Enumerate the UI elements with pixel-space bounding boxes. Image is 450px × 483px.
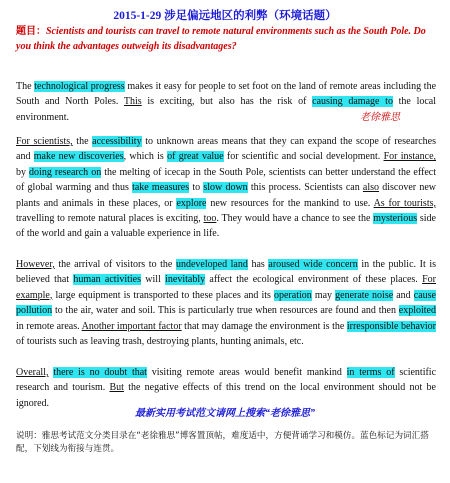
text: new resources for the mankind to use. — [206, 197, 374, 209]
promo-line: 最新实用考试范文请网上搜索“老徐雅思” — [135, 408, 315, 419]
question-prompt — [16, 24, 441, 54]
text: by — [16, 166, 30, 178]
text: , which is — [123, 151, 168, 163]
question-text: Scientists and tourists can travel to remote natural environments such as the South Pole. Do you think the advantages outweigh its disadvantages? — [16, 26, 426, 52]
text: makes it easy for people to set foot on the land of remote areas including the South and North Poles. — [16, 81, 437, 108]
collocation-highlight: undeveloped land — [175, 259, 248, 270]
text: the — [72, 136, 93, 147]
linking-word: However, — [16, 259, 55, 270]
collocation-highlight: mysterious — [373, 213, 418, 225]
collocation-highlight: doing research on — [29, 166, 102, 178]
text: The — [16, 81, 35, 92]
text: this process. Scientists can — [247, 182, 363, 194]
text: scientific research and tourism. — [16, 367, 437, 394]
text: has — [247, 259, 269, 270]
linking-word: But — [109, 382, 124, 394]
linking-word: For instance, — [383, 151, 437, 163]
paragraph-advantages — [16, 134, 436, 242]
text: in remote areas. — [16, 320, 82, 332]
collocation-highlight: exploited — [398, 305, 436, 317]
text: that may damage the environment is the — [181, 320, 347, 332]
text: and — [393, 289, 414, 301]
text: to the air, water and soil. This is particularly true when resources are found and then — [52, 305, 399, 317]
text: for scientific and social development. — [223, 151, 384, 163]
essay-title: 2015-1-29 涉足偏远地区的利弊（环境话题） — [113, 10, 337, 22]
text: affect the ecological environment of these places. — [205, 274, 423, 286]
text: the arrival of visitors to the — [54, 259, 176, 270]
text: visiting remote areas would benefit mankind — [146, 367, 347, 378]
collocation-highlight: in terms of — [346, 367, 395, 378]
linking-word: Overall, — [16, 367, 49, 378]
text: is exciting, but also has the risk of — [141, 96, 313, 108]
text: in the public. It is believed that — [16, 259, 436, 286]
collocation-highlight: make new discoveries — [33, 151, 124, 163]
text: to — [189, 182, 204, 194]
collocation-highlight: take measures — [132, 182, 190, 194]
linking-word: As for tourists, — [373, 197, 436, 209]
footer-note: 说明：雅思考试范文分类目录在“老徐雅思”博客置顶帖，难度适中，方便背诵学习和模仿。蓝色标记为词汇搭配，下划线为衔接与连贯。 — [16, 431, 429, 454]
collocation-highlight: of great value — [167, 151, 224, 163]
collocation-highlight: operation — [273, 289, 312, 301]
text: . They would have a chance to see the — [216, 213, 374, 225]
collocation-highlight: technological progress — [34, 81, 125, 92]
text: discover new plants and animals in these places, or — [16, 182, 436, 209]
collocation-highlight: generate noise — [335, 289, 394, 301]
text: travelling to remote natural places is exciting, — [16, 213, 204, 225]
text: the negative effects of this trend on the local environment should not be ignored. — [16, 382, 436, 409]
text: side of the world and gain a valuable experience in life. — [16, 213, 436, 240]
text: may — [311, 289, 336, 301]
linking-word: Another important factor — [81, 320, 182, 332]
collocation-highlight: cause pollution — [16, 289, 436, 317]
text: to unknown areas means that they can expand the scope of researches and — [16, 136, 436, 163]
linking-word: For scientists, — [16, 136, 73, 147]
paragraph-disadvantages — [16, 257, 436, 349]
question-label: 题目： — [16, 26, 46, 37]
linking-word: also — [362, 182, 380, 194]
text: of tourists such as leaving trash, destroying plants, hunting animals, etc. — [16, 336, 304, 348]
text: large equipment is transported to these places and its — [52, 289, 274, 301]
collocation-highlight: there is no doubt that — [53, 367, 147, 378]
text: will — [141, 274, 166, 286]
signature-watermark: 老徐雅思 — [360, 112, 400, 123]
collocation-highlight: accessibility — [92, 136, 142, 147]
linking-word: This — [123, 96, 142, 108]
text: the melting of icecap in the South Pole, scientists can better understand the effect of global warming and thus — [16, 166, 437, 194]
collocation-highlight: inevitably — [165, 274, 206, 286]
linking-word: For example, — [16, 274, 436, 301]
collocation-highlight: irresponsible behavior — [346, 320, 437, 332]
collocation-highlight: explore — [176, 197, 207, 209]
linking-word: too — [203, 213, 217, 225]
collocation-highlight: human activities — [73, 274, 142, 286]
collocation-highlight: aroused wide concern — [268, 259, 358, 270]
collocation-highlight: slow down — [203, 182, 248, 194]
collocation-highlight: causing damage to — [312, 96, 393, 108]
text: the local environment. — [16, 96, 437, 123]
